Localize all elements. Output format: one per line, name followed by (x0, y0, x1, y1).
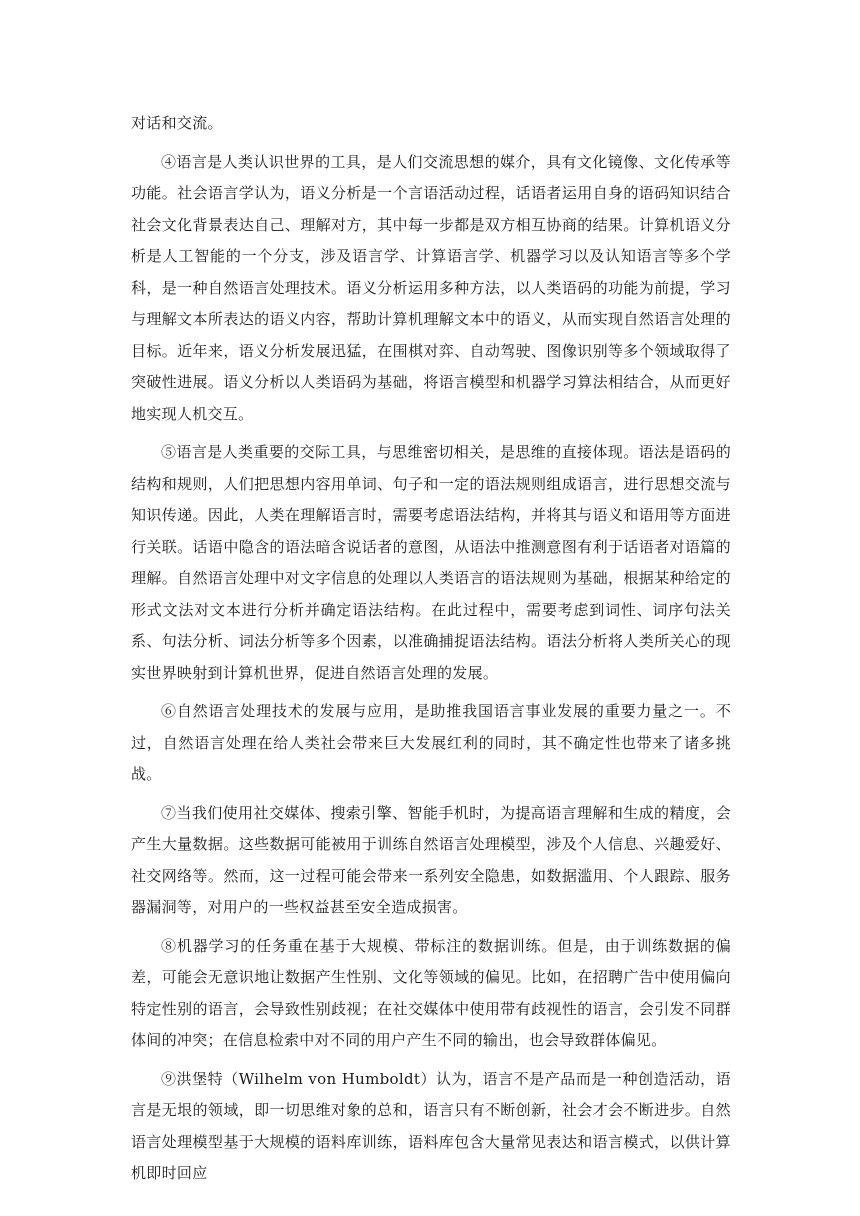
paragraph-7: ⑦当我们使用社交媒体、搜索引擎、智能手机时，为提高语言理解和生成的精度，会产生大量数据。这些数据可能被用于训练自然语言处理模型，涉及个人信息、兴趣爱好、社交网络等。然而，这一过程可能会带来一系列安全隐患，如数据滥用、个人跟踪、服务器漏洞等，对用户的一些权益甚至安全造成损害。 (131, 803, 731, 916)
paragraph-6: ⑥自然语言处理技术的发展与应用，是助推我国语言事业发展的重要力量之一。不过，自然语言处理在给人类社会带来巨大发展红利的同时，其不确定性也带来了诸多挑战。 (131, 702, 731, 783)
paragraph-9: ⑨洪堡特（Wilhelm von Humboldt）认为，语言不是产品而是一种创造活动，语言是无垠的领域，即一切思维对象的总和，语言只有不断创新，社会才会不断进步。自然语言处理模型基于大规模的语料库训练，语料库包含大量常见表达和语言模式，以供计算机即时回应 (131, 1069, 731, 1182)
paragraph-4: ④语言是人类认识世界的工具，是人们交流思想的媒介，具有文化镜像、文化传承等功能。社会语言学认为，语义分析是一个言语活动过程，话语者运用自身的语码知识结合社会文化背景表达自己、理解对方，其中每一步都是双方相互协商的结果。计算机语义分析是人工智能的一个分支，涉及语言学、计算语言学、机器学习以及认知语言等多个学科，是一种自然语言处理技术。语义分析运用多种方法，以人类语码的功能为前提，学习与理解文本所表达的语义内容，帮助计算机理解文本中的语义，从而实现自然语言处理的目标。近年来，语义分析发展迅猛，在围棋对弈、自动驾驶、图像识别等多个领域取得了突破性进展。语义分析以人类语码为基础，将语言模型和机器学习算法相结合，从而更好地实现人机交互。 (131, 152, 731, 423)
document-page (131, 108, 731, 1197)
paragraph-5: ⑤语言是人类重要的交际工具，与思维密切相关，是思维的直接体现。语法是语码的结构和规则，人们把思想内容用单词、句子和一定的语法规则组成语言，进行思想交流与知识传递。因此，人类在理解语言时，需要考虑语法结构，并将其与语义和语用等方面进行关联。话语中隐含的语法暗含说话者的意图，从语法中推测意图有利于话语者对语篇的理解。自然语言处理中对文字信息的处理以人类语言的语法规则为基础，根据某种给定的形式文法对文本进行分析并确定语法结构。在此过程中，需要考虑到词性、词序句法关系、句法分析、词法分析等多个因素，以准确捕捉语法结构。语法分析将人类所关心的现实世界映射到计算机世界，促进自然语言处理的发展。 (131, 443, 731, 682)
paragraph-continuation: 对话和交流。 (131, 114, 223, 132)
paragraph-8: ⑧机器学习的任务重在基于大规模、带标注的数据训练。但是，由于训练数据的偏差，可能会无意识地让数据产生性别、文化等领域的偏见。比如，在招聘广告中使用偏向特定性别的语言，会导致性别歧视；在社交媒体中使用带有歧视性的语言，会引发不同群体间的冲突；在信息检索中对不同的用户产生不同的输出，也会导致群体偏见。 (131, 936, 731, 1049)
